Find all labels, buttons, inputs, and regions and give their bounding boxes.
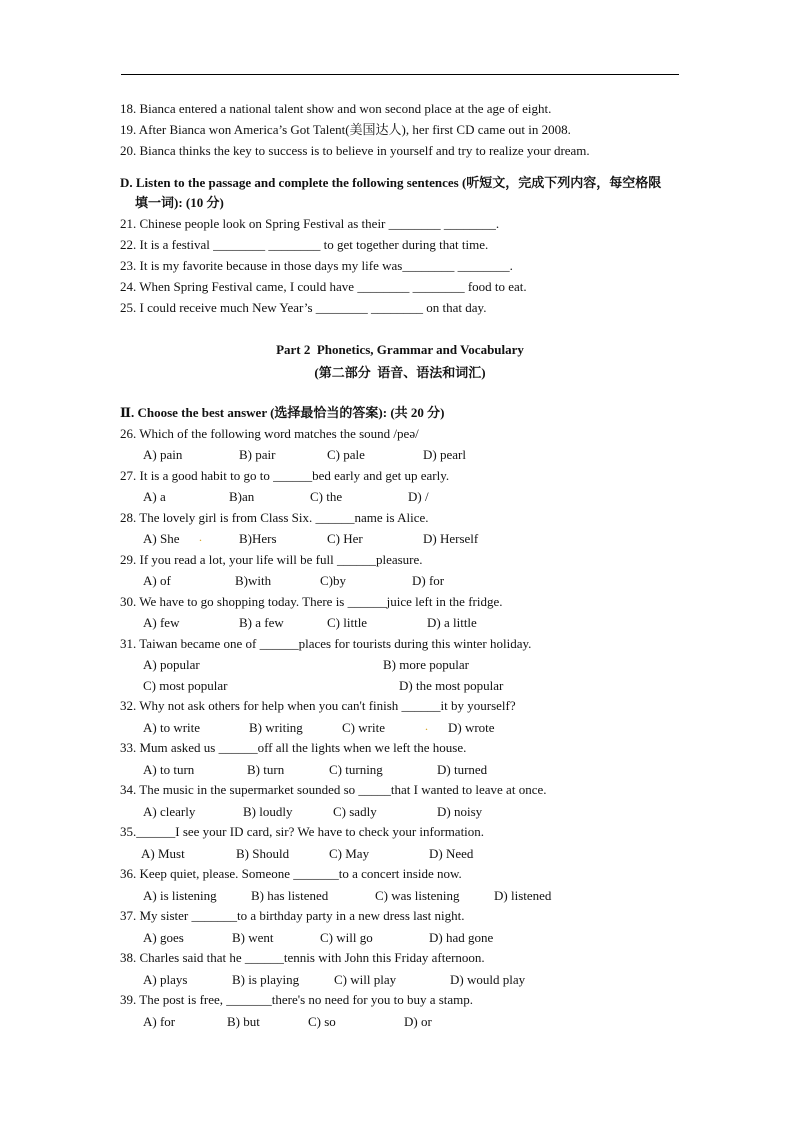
- option-a: A) of: [143, 573, 171, 588]
- option-a: A) few: [143, 615, 180, 630]
- question-stem: 33. Mum asked us ______off all the lights when we left the house.: [120, 740, 467, 755]
- option-d: D) the most popular: [399, 678, 504, 693]
- statement-18: 18. Bianca entered a national talent show and won second place at the age of eight.: [120, 101, 552, 116]
- option-d: D) had gone: [429, 930, 494, 945]
- option-b: B)with: [235, 573, 272, 588]
- question-stem: 30. We have to go shopping today. There is ______juice left in the fridge.: [120, 594, 503, 609]
- question-stem: 36. Keep quiet, please. Someone _______to a concert inside now.: [120, 866, 462, 881]
- option-a: A) popular: [143, 657, 200, 672]
- question-stem: 29. If you read a lot, your life will be full ______pleasure.: [120, 552, 423, 567]
- option-c: C) little: [327, 615, 368, 630]
- question-25: 25. I could receive much New Year’s ________ ________ on that day.: [120, 300, 487, 315]
- option-b: B)an: [229, 489, 255, 504]
- question-stem: 27. It is a good habit to go to ______bed early and get up early.: [120, 468, 450, 483]
- question-22: 22. It is a festival ________ ________ to get together during that time.: [120, 237, 489, 252]
- option-b: B) pair: [239, 447, 276, 462]
- option-c: C) so: [308, 1014, 336, 1029]
- question-stem: 35.______I see your ID card, sir? We have to check your information.: [120, 824, 485, 839]
- option-b: B) a few: [239, 615, 284, 630]
- option-b: B) but: [227, 1014, 260, 1029]
- option-a: A) a: [143, 489, 166, 504]
- option-b: B) is playing: [232, 972, 300, 987]
- option-d: D) for: [412, 573, 445, 588]
- option-a: A) for: [143, 1014, 176, 1029]
- option-a: A) plays: [143, 972, 188, 987]
- option-b: B)Hers: [239, 531, 277, 546]
- option-c: C) sadly: [333, 804, 377, 819]
- question-21: 21. Chinese people look on Spring Festival as their ________ ________.: [120, 216, 500, 231]
- question-stem: 32. Why not ask others for help when you can't finish ______it by yourself?: [120, 698, 516, 713]
- statement-19: 19. After Bianca won America’s Got Talent(美国达人), her first CD came out in 2008.: [120, 122, 571, 137]
- option-c: C) write: [342, 720, 385, 735]
- option-c: C) was listening: [375, 888, 460, 903]
- option-d: D) /: [408, 489, 429, 504]
- option-a: A) goes: [143, 930, 184, 945]
- option-b: B) loudly: [243, 804, 293, 819]
- stray-dot-mark: .: [199, 530, 202, 544]
- part2-subtitle: (第二部分 语音、语法和词汇): [314, 365, 486, 380]
- question-stem: 34. The music in the supermarket sounded so _____that I wanted to leave at once.: [120, 782, 547, 797]
- option-c: C) Her: [327, 531, 363, 546]
- question-stem: 28. The lovely girl is from Class Six. ______name is Alice.: [120, 510, 429, 525]
- option-d: D) noisy: [437, 804, 483, 819]
- question-24: 24. When Spring Festival came, I could have ________ ________ food to eat.: [120, 279, 527, 294]
- option-c: C)by: [320, 573, 346, 588]
- option-d: D) wrote: [448, 720, 495, 735]
- option-d: D) pearl: [423, 447, 466, 462]
- section-ii-heading: Ⅱ. Choose the best answer (选择最恰当的答案): (共 20 分): [120, 405, 445, 420]
- option-d: D) turned: [437, 762, 488, 777]
- option-c: C) will go: [320, 930, 373, 945]
- section-d-heading-cont: 填一词): (10 分): [135, 195, 224, 210]
- option-b: B) turn: [247, 762, 285, 777]
- option-b: B) went: [232, 930, 274, 945]
- question-stem: 39. The post is free, _______there's no need for you to buy a stamp.: [120, 992, 474, 1007]
- question-stem: 38. Charles said that he ______tennis with John this Friday afternoon.: [120, 950, 485, 965]
- option-d: D) or: [404, 1014, 432, 1029]
- option-c: C) will play: [334, 972, 397, 987]
- option-d: D) listened: [494, 888, 552, 903]
- option-d: D) would play: [450, 972, 526, 987]
- option-c: C) May: [329, 846, 370, 861]
- option-a: A) Must: [141, 846, 185, 861]
- top-rule: [121, 74, 679, 75]
- option-a: A) is listening: [143, 888, 217, 903]
- question-stem: 26. Which of the following word matches the sound /peə/: [120, 426, 419, 441]
- section-d-heading: D. Listen to the passage and complete the following sentences (听短文，完成下列内容，每空格限: [120, 175, 662, 190]
- option-a: A) to turn: [143, 762, 195, 777]
- option-b: B) has listened: [251, 888, 329, 903]
- option-d: D) a little: [427, 615, 477, 630]
- statement-20: 20. Bianca thinks the key to success is to believe in yourself and try to realize your dream.: [120, 143, 590, 158]
- stray-dot-mark: .: [425, 719, 428, 733]
- option-b: B) Should: [236, 846, 290, 861]
- option-d: D) Herself: [423, 531, 479, 546]
- option-b: B) writing: [249, 720, 303, 735]
- option-a: A) pain: [143, 447, 183, 462]
- question-23: 23. It is my favorite because in those days my life was________ ________.: [120, 258, 513, 273]
- option-b: B) more popular: [383, 657, 469, 672]
- question-stem: 31. Taiwan became one of ______places for tourists during this winter holiday.: [120, 636, 532, 651]
- option-c: C) turning: [329, 762, 383, 777]
- option-a: A) clearly: [143, 804, 196, 819]
- option-a: A) She: [143, 531, 180, 546]
- option-c: C) the: [310, 489, 343, 504]
- option-c: C) pale: [327, 447, 365, 462]
- option-a: A) to write: [143, 720, 201, 735]
- part2-title: Part 2 Phonetics, Grammar and Vocabulary: [276, 342, 524, 357]
- option-d: D) Need: [429, 846, 474, 861]
- option-c: C) most popular: [143, 678, 228, 693]
- question-stem: 37. My sister _______to a birthday party in a new dress last night.: [120, 908, 465, 923]
